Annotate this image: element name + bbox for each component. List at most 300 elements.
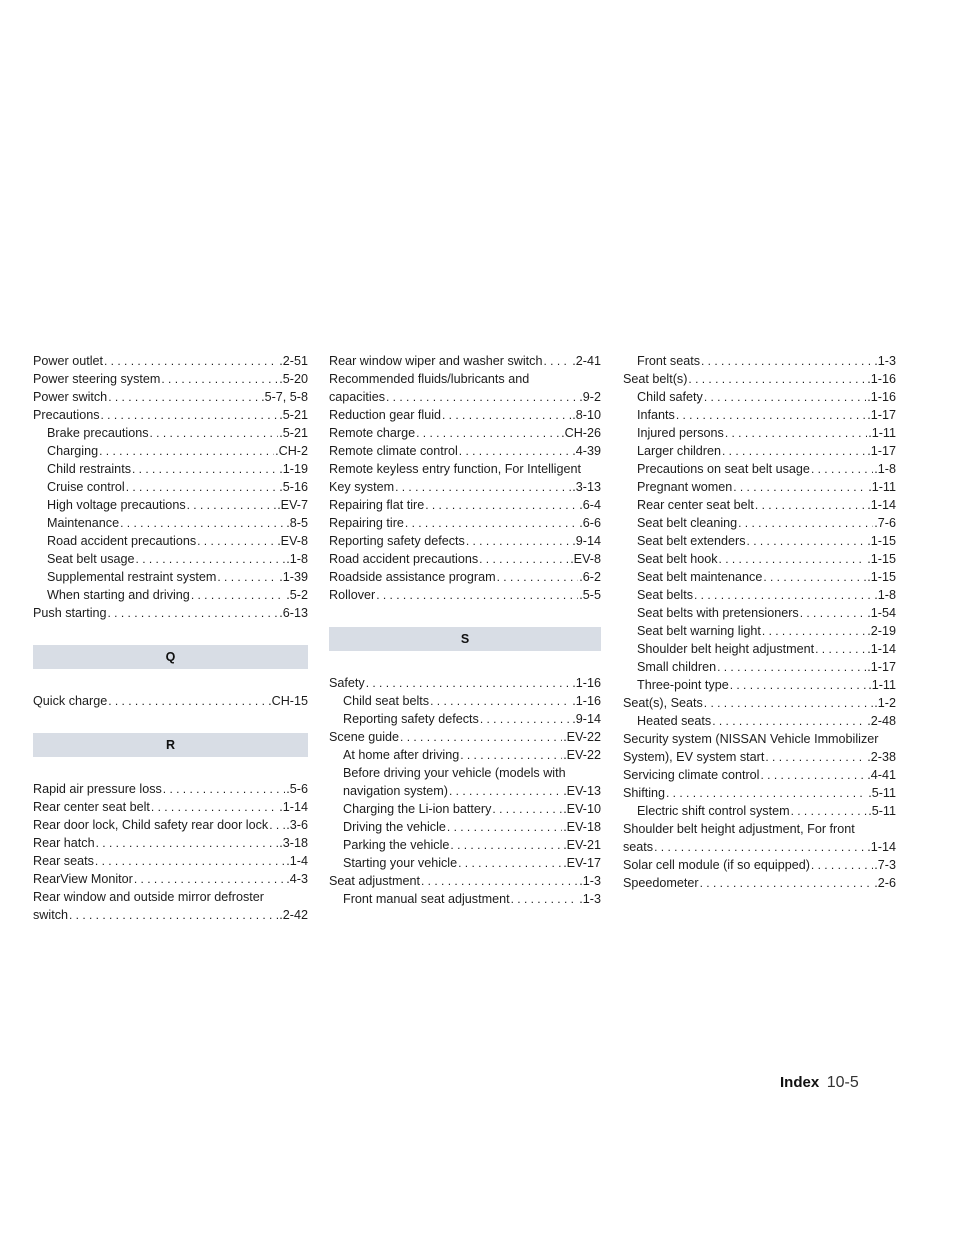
index-subentry xyxy=(329,854,601,872)
index-page-ref: .7-6 xyxy=(874,516,896,530)
dot-leader xyxy=(676,406,866,424)
dot-leader xyxy=(163,780,286,798)
index-page-ref: .5-21 xyxy=(279,408,308,422)
index-entry-text: Power steering system xyxy=(33,372,161,386)
index-page-ref: .1-8 xyxy=(286,552,308,566)
index-entry-line: Shoulder belt height adjustment, For front xyxy=(623,822,855,836)
index-subentry xyxy=(329,890,601,908)
index-page-ref: .1-19 xyxy=(279,462,308,476)
index-page-ref: .EV-13 xyxy=(563,784,601,798)
index-subentry xyxy=(33,442,308,460)
index-letter-heading: S xyxy=(329,627,601,651)
index-entry-text: Rear center seat belt xyxy=(33,800,150,814)
index-page-ref: .4-39 xyxy=(572,444,601,458)
dot-leader xyxy=(712,712,866,730)
index-entry xyxy=(329,352,601,370)
index-subentry xyxy=(623,604,896,622)
index-page-ref: .9-2 xyxy=(579,390,601,404)
dot-leader xyxy=(217,568,278,586)
index-entry xyxy=(623,766,896,784)
index-page-ref: .1-11 xyxy=(868,480,896,494)
index-page-ref: .CH-2 xyxy=(275,444,308,458)
index-page-ref: .1-11 xyxy=(868,678,896,692)
dot-leader xyxy=(492,800,562,818)
dot-leader xyxy=(421,872,578,890)
index-entry-text: navigation system) xyxy=(343,784,448,798)
dot-leader xyxy=(450,836,562,854)
dot-leader xyxy=(108,604,279,622)
index-page-ref: .1-15 xyxy=(867,552,896,566)
dot-leader xyxy=(815,640,866,658)
index-entry-text: switch xyxy=(33,908,68,922)
dot-leader xyxy=(704,388,866,406)
index-entry-text: Child safety xyxy=(637,390,703,404)
index-page-ref: .4-41 xyxy=(867,768,896,782)
index-page-ref: .5-20 xyxy=(279,372,308,386)
dot-leader xyxy=(791,802,868,820)
index-page-ref: .5-5 xyxy=(579,588,601,602)
dot-leader xyxy=(101,406,279,424)
index-entry-text: Safety xyxy=(329,676,365,690)
dot-leader xyxy=(688,370,866,388)
index-subentry xyxy=(329,818,601,836)
index-entry-text: Roadside assistance program xyxy=(329,570,496,584)
index-entry-text: Servicing climate control xyxy=(623,768,760,782)
index-entry-text: Reduction gear fluid xyxy=(329,408,442,422)
footer-page-number: 10-5 xyxy=(826,1074,859,1091)
dot-leader xyxy=(197,532,276,550)
index-page-ref: .8-5 xyxy=(286,516,308,530)
index-entry xyxy=(329,674,601,692)
index-subentry xyxy=(623,388,896,406)
index-subentry xyxy=(33,532,308,550)
index-entry-text: capacities xyxy=(329,390,386,404)
index-entry xyxy=(329,496,601,514)
index-page-ref: .1-17 xyxy=(867,444,896,458)
index-entry xyxy=(329,586,601,604)
index-entry-text: seats xyxy=(623,840,654,854)
index-subentry xyxy=(623,550,896,568)
index-entry-text: Seat belt extenders xyxy=(637,534,746,548)
index-entry-text: Road accident precautions xyxy=(47,534,197,548)
index-letter-heading: R xyxy=(33,733,308,757)
dot-leader xyxy=(763,568,866,586)
index-entry xyxy=(33,798,308,816)
index-entry xyxy=(33,852,308,870)
dot-leader xyxy=(442,406,571,424)
index-page-ref: .5-6 xyxy=(286,782,308,796)
index-entry-text: High voltage precautions xyxy=(47,498,186,512)
dot-leader xyxy=(269,816,285,834)
index-page-ref: .2-38 xyxy=(867,750,896,764)
index-entry-text: Speedometer xyxy=(623,876,699,890)
index-entry-text: Child restraints xyxy=(47,462,131,476)
index-page-ref: .9-14 xyxy=(572,534,601,548)
index-subentry xyxy=(33,424,308,442)
dot-leader xyxy=(738,514,873,532)
index-entry-text: Seat belt(s) xyxy=(623,372,688,386)
index-page-ref: .EV-10 xyxy=(563,802,601,816)
index-page-ref: .3-18 xyxy=(279,836,308,850)
index-entry xyxy=(623,874,896,892)
index-entry xyxy=(33,370,308,388)
dot-leader xyxy=(405,514,578,532)
index-subentry xyxy=(623,514,896,532)
dot-leader xyxy=(733,478,867,496)
index-page-ref: .6-4 xyxy=(579,498,601,512)
index-entry-text: Rear window wiper and washer switch xyxy=(329,354,543,368)
index-entry-text: Scene guide xyxy=(329,730,400,744)
footer-section-label: Index xyxy=(780,1074,820,1091)
index-page-ref: .5-11 xyxy=(868,804,896,818)
index-entry-text: At home after driving xyxy=(343,748,460,762)
index-entry xyxy=(33,406,308,424)
index-entry-text: Heated seats xyxy=(637,714,712,728)
dot-leader xyxy=(800,604,867,622)
index-page-ref: .1-11 xyxy=(868,426,896,440)
dot-leader xyxy=(132,460,278,478)
index-entry xyxy=(329,478,601,496)
dot-leader xyxy=(480,710,571,728)
index-page-ref: .1-17 xyxy=(867,408,896,422)
index-entry-text: Rear door lock, Child safety rear door lock xyxy=(33,818,269,832)
dot-leader xyxy=(400,728,562,746)
index-subentry xyxy=(329,692,601,710)
dot-leader xyxy=(108,388,260,406)
index-page-ref: .EV-8 xyxy=(277,534,308,548)
index-subentry xyxy=(329,710,601,728)
index-page-ref: .1-16 xyxy=(572,676,601,690)
index-subentry xyxy=(623,622,896,640)
index-entry-text: Reporting safety defects xyxy=(329,534,465,548)
index-entry-text: Cruise control xyxy=(47,480,125,494)
dot-leader xyxy=(120,514,285,532)
index-page-ref: .5-11 xyxy=(868,786,896,800)
index-entry-text: Seat belt maintenance xyxy=(637,570,763,584)
index-entry xyxy=(623,370,896,388)
index-entry xyxy=(623,694,896,712)
dot-leader xyxy=(704,694,874,712)
index-page-ref: .1-17 xyxy=(867,660,896,674)
index-subentry xyxy=(329,800,601,818)
index-subentry xyxy=(623,352,896,370)
dot-leader xyxy=(69,906,278,924)
index-entry-text: Starting your vehicle xyxy=(343,856,458,870)
index-entry-text: Seat belt hook xyxy=(637,552,718,566)
dot-leader xyxy=(717,658,866,676)
index-page-ref: .1-15 xyxy=(867,534,896,548)
index-entry xyxy=(329,514,601,532)
index-entry-text: Seat belt warning light xyxy=(637,624,761,638)
index-entry-text: Precautions on seat belt usage xyxy=(637,462,810,476)
index-entry-text: Seat adjustment xyxy=(329,874,421,888)
index-page-ref: .1-16 xyxy=(867,390,896,404)
index-entry-text: Seat(s), Seats xyxy=(623,696,703,710)
index-entry-text: Seat belts xyxy=(637,588,694,602)
dot-leader xyxy=(722,442,866,460)
index-entry-text: Reporting safety defects xyxy=(343,712,479,726)
index-subentry xyxy=(33,550,308,568)
dot-leader xyxy=(811,856,873,874)
dot-leader xyxy=(730,676,868,694)
index-column-2 xyxy=(329,352,601,908)
dot-leader xyxy=(700,874,874,892)
dot-leader xyxy=(134,870,285,888)
index-entry-text: Three-point type xyxy=(637,678,729,692)
index-entry-text: Shoulder belt height adjustment xyxy=(637,642,815,656)
index-entry-text: Small children xyxy=(637,660,717,674)
index-entry-text: Front manual seat adjustment xyxy=(343,892,510,906)
index-subentry xyxy=(329,746,601,764)
index-entry-text: System), EV system start xyxy=(623,750,765,764)
index-entry xyxy=(33,780,308,798)
index-entry-text: Charging the Li-ion battery xyxy=(343,802,492,816)
index-entry-text: Front seats xyxy=(637,354,700,368)
dot-leader xyxy=(760,766,866,784)
index-letter-heading: Q xyxy=(33,645,308,669)
index-entry-text: Charging xyxy=(47,444,99,458)
index-page-ref: .1-54 xyxy=(867,606,896,620)
index-page-ref: .EV-22 xyxy=(563,748,601,762)
index-page-ref: .9-14 xyxy=(572,712,601,726)
index-entry-text: Supplemental restraint system xyxy=(47,570,217,584)
index-page-ref: .1-3 xyxy=(874,354,896,368)
index-subentry xyxy=(33,460,308,478)
dot-leader xyxy=(447,818,562,836)
index-entry-text: Key system xyxy=(329,480,395,494)
index-page-ref: .1-14 xyxy=(279,800,308,814)
index-page-ref: .EV-7 xyxy=(277,498,308,512)
index-page-ref: .EV-22 xyxy=(563,730,601,744)
dot-leader xyxy=(762,622,866,640)
index-entry-text: Repairing tire xyxy=(329,516,404,530)
dot-leader xyxy=(755,496,866,514)
index-entry-text: When starting and driving xyxy=(47,588,190,602)
index-page-ref: .5-21 xyxy=(279,426,308,440)
index-page-ref: .1-4 xyxy=(286,854,308,868)
dot-leader xyxy=(150,424,279,442)
index-page-ref: .1-16 xyxy=(572,694,601,708)
index-entry xyxy=(623,784,896,802)
index-entry-text: RearView Monitor xyxy=(33,872,133,886)
index-page-ref: .3-6 xyxy=(286,818,308,832)
dot-leader xyxy=(765,748,866,766)
dot-leader xyxy=(497,568,579,586)
index-page-ref: .1-3 xyxy=(579,892,601,906)
index-page-ref: .2-19 xyxy=(867,624,896,638)
index-entry xyxy=(623,748,896,766)
index-entry-text: Larger children xyxy=(637,444,722,458)
index-page-ref: .5-2 xyxy=(286,588,308,602)
index-page-ref: .6-2 xyxy=(579,570,601,584)
dot-leader xyxy=(191,586,285,604)
index-subentry xyxy=(329,782,601,800)
index-entry-text: Rear hatch xyxy=(33,836,95,850)
index-entry-text: Remote climate control xyxy=(329,444,458,458)
index-entry xyxy=(329,442,601,460)
index-column-3 xyxy=(623,352,896,892)
dot-leader xyxy=(666,784,867,802)
index-page-ref: .4-3 xyxy=(286,872,308,886)
index-page-ref: .1-14 xyxy=(867,642,896,656)
index-entry xyxy=(33,352,308,370)
index-entry-text: Quick charge xyxy=(33,694,108,708)
index-subentry xyxy=(623,424,896,442)
dot-leader xyxy=(366,674,572,692)
index-entry-text: Shifting xyxy=(623,786,666,800)
index-entry-text: Remote charge xyxy=(329,426,416,440)
index-subentry xyxy=(33,496,308,514)
index-entry xyxy=(329,532,601,550)
index-entry xyxy=(33,388,308,406)
index-entry-text: Parking the vehicle xyxy=(343,838,450,852)
index-subentry xyxy=(623,712,896,730)
index-entry xyxy=(33,870,308,888)
index-page-ref: .2-41 xyxy=(572,354,601,368)
dot-leader xyxy=(108,692,267,710)
index-page-ref: .2-48 xyxy=(867,714,896,728)
dot-leader xyxy=(425,496,578,514)
index-entry-text: Infants xyxy=(637,408,675,422)
index-entry-line: Rear window and outside mirror defroster xyxy=(33,890,264,904)
index-subentry xyxy=(623,532,896,550)
index-entry xyxy=(329,872,601,890)
index-subentry xyxy=(623,496,896,514)
dot-leader xyxy=(151,798,278,816)
index-page-ref: .1-14 xyxy=(867,840,896,854)
index-entry-text: Rear seats xyxy=(33,854,94,868)
dot-leader xyxy=(701,352,873,370)
index-page-ref: .6-6 xyxy=(579,516,601,530)
index-page-ref: .EV-8 xyxy=(570,552,601,566)
index-page-ref: .EV-17 xyxy=(563,856,601,870)
index-entry-text: Precautions xyxy=(33,408,100,422)
index-subentry xyxy=(623,568,896,586)
index-subentry xyxy=(329,836,601,854)
dot-leader xyxy=(719,550,867,568)
dot-leader xyxy=(654,838,866,856)
index-entry-text: Driving the vehicle xyxy=(343,820,446,834)
dot-leader xyxy=(811,460,873,478)
dot-leader xyxy=(725,424,867,442)
dot-leader xyxy=(96,834,279,852)
index-page-ref: .EV-21 xyxy=(563,838,601,852)
index-entry xyxy=(329,728,601,746)
dot-leader xyxy=(449,782,562,800)
index-entry-text: Brake precautions xyxy=(47,426,149,440)
index-entry-text: Child seat belts xyxy=(343,694,430,708)
index-page-ref: .CH-26 xyxy=(561,426,601,440)
index-subentry xyxy=(33,514,308,532)
index-subentry xyxy=(623,802,896,820)
dot-leader xyxy=(544,352,572,370)
index-entry xyxy=(33,692,308,710)
index-entry-text: Rollover xyxy=(329,588,376,602)
index-subentry xyxy=(33,568,308,586)
index-entry-text: Rapid air pressure loss xyxy=(33,782,162,796)
index-entry-text: Repairing flat tire xyxy=(329,498,425,512)
index-entry-line: Remote keyless entry function, For Intelligent xyxy=(329,462,581,476)
index-page-ref: .1-15 xyxy=(867,570,896,584)
index-entry-text: Pregnant women xyxy=(637,480,733,494)
index-subentry xyxy=(33,478,308,496)
index-entry-text: Rear center seat belt xyxy=(637,498,754,512)
index-entry-text: Solar cell module (if so equipped) xyxy=(623,858,810,872)
dot-leader xyxy=(694,586,873,604)
index-page-ref: .1-14 xyxy=(867,498,896,512)
index-subentry xyxy=(623,406,896,424)
dot-leader xyxy=(95,852,285,870)
index-subentry xyxy=(623,460,896,478)
index-entry-text: Electric shift control system xyxy=(637,804,790,818)
dot-leader xyxy=(458,854,562,872)
index-entry-text: Injured persons xyxy=(637,426,724,440)
dot-leader xyxy=(376,586,578,604)
index-page-ref: .1-8 xyxy=(874,462,896,476)
index-subentry xyxy=(623,676,896,694)
dot-leader xyxy=(466,532,571,550)
index-subentry xyxy=(33,586,308,604)
index-page-ref: .2-6 xyxy=(874,876,896,890)
index-entry xyxy=(33,906,308,924)
index-page-ref: .CH-15 xyxy=(268,694,308,708)
index-subentry xyxy=(623,586,896,604)
dot-leader xyxy=(430,692,571,710)
index-page-ref: .6-13 xyxy=(279,606,308,620)
index-entry xyxy=(329,406,601,424)
index-entry-line: Recommended fluids/lubricants and xyxy=(329,372,530,386)
index-entry-text: Maintenance xyxy=(47,516,120,530)
index-page-ref: .1-3 xyxy=(579,874,601,888)
index-entry-text: Power outlet xyxy=(33,354,104,368)
dot-leader xyxy=(460,746,562,764)
index-subentry xyxy=(623,640,896,658)
index-page-ref: .7-3 xyxy=(874,858,896,872)
index-entry-text: Seat belts with pretensioners xyxy=(637,606,799,620)
index-entry-text: Seat belt cleaning xyxy=(637,516,738,530)
index-entry xyxy=(33,604,308,622)
index-page-ref: .8-10 xyxy=(572,408,601,422)
dot-leader xyxy=(161,370,278,388)
index-entry xyxy=(329,550,601,568)
dot-leader xyxy=(386,388,578,406)
dot-leader xyxy=(126,478,279,496)
index-subentry xyxy=(623,442,896,460)
dot-leader xyxy=(511,890,579,908)
index-entry xyxy=(33,816,308,834)
index-entry xyxy=(329,424,601,442)
index-column-1 xyxy=(33,352,308,924)
index-entry-line: Before driving your vehicle (models with xyxy=(343,766,566,780)
index-page-ref: .2-51 xyxy=(279,354,308,368)
dot-leader xyxy=(99,442,274,460)
dot-leader xyxy=(459,442,571,460)
index-page-ref: .1-2 xyxy=(874,696,896,710)
index-entry xyxy=(623,856,896,874)
index-page-ref: .1-8 xyxy=(874,588,896,602)
index-entry xyxy=(623,838,896,856)
index-entry xyxy=(329,568,601,586)
index-page-ref: .1-39 xyxy=(279,570,308,584)
index-subentry xyxy=(623,658,896,676)
index-entry-text: Push starting xyxy=(33,606,107,620)
index-page-ref: .2-42 xyxy=(279,908,308,922)
dot-leader xyxy=(104,352,278,370)
dot-leader xyxy=(479,550,569,568)
index-entry-text: Road accident precautions xyxy=(329,552,479,566)
index-page-ref: .5-16 xyxy=(279,480,308,494)
index-entry xyxy=(33,834,308,852)
